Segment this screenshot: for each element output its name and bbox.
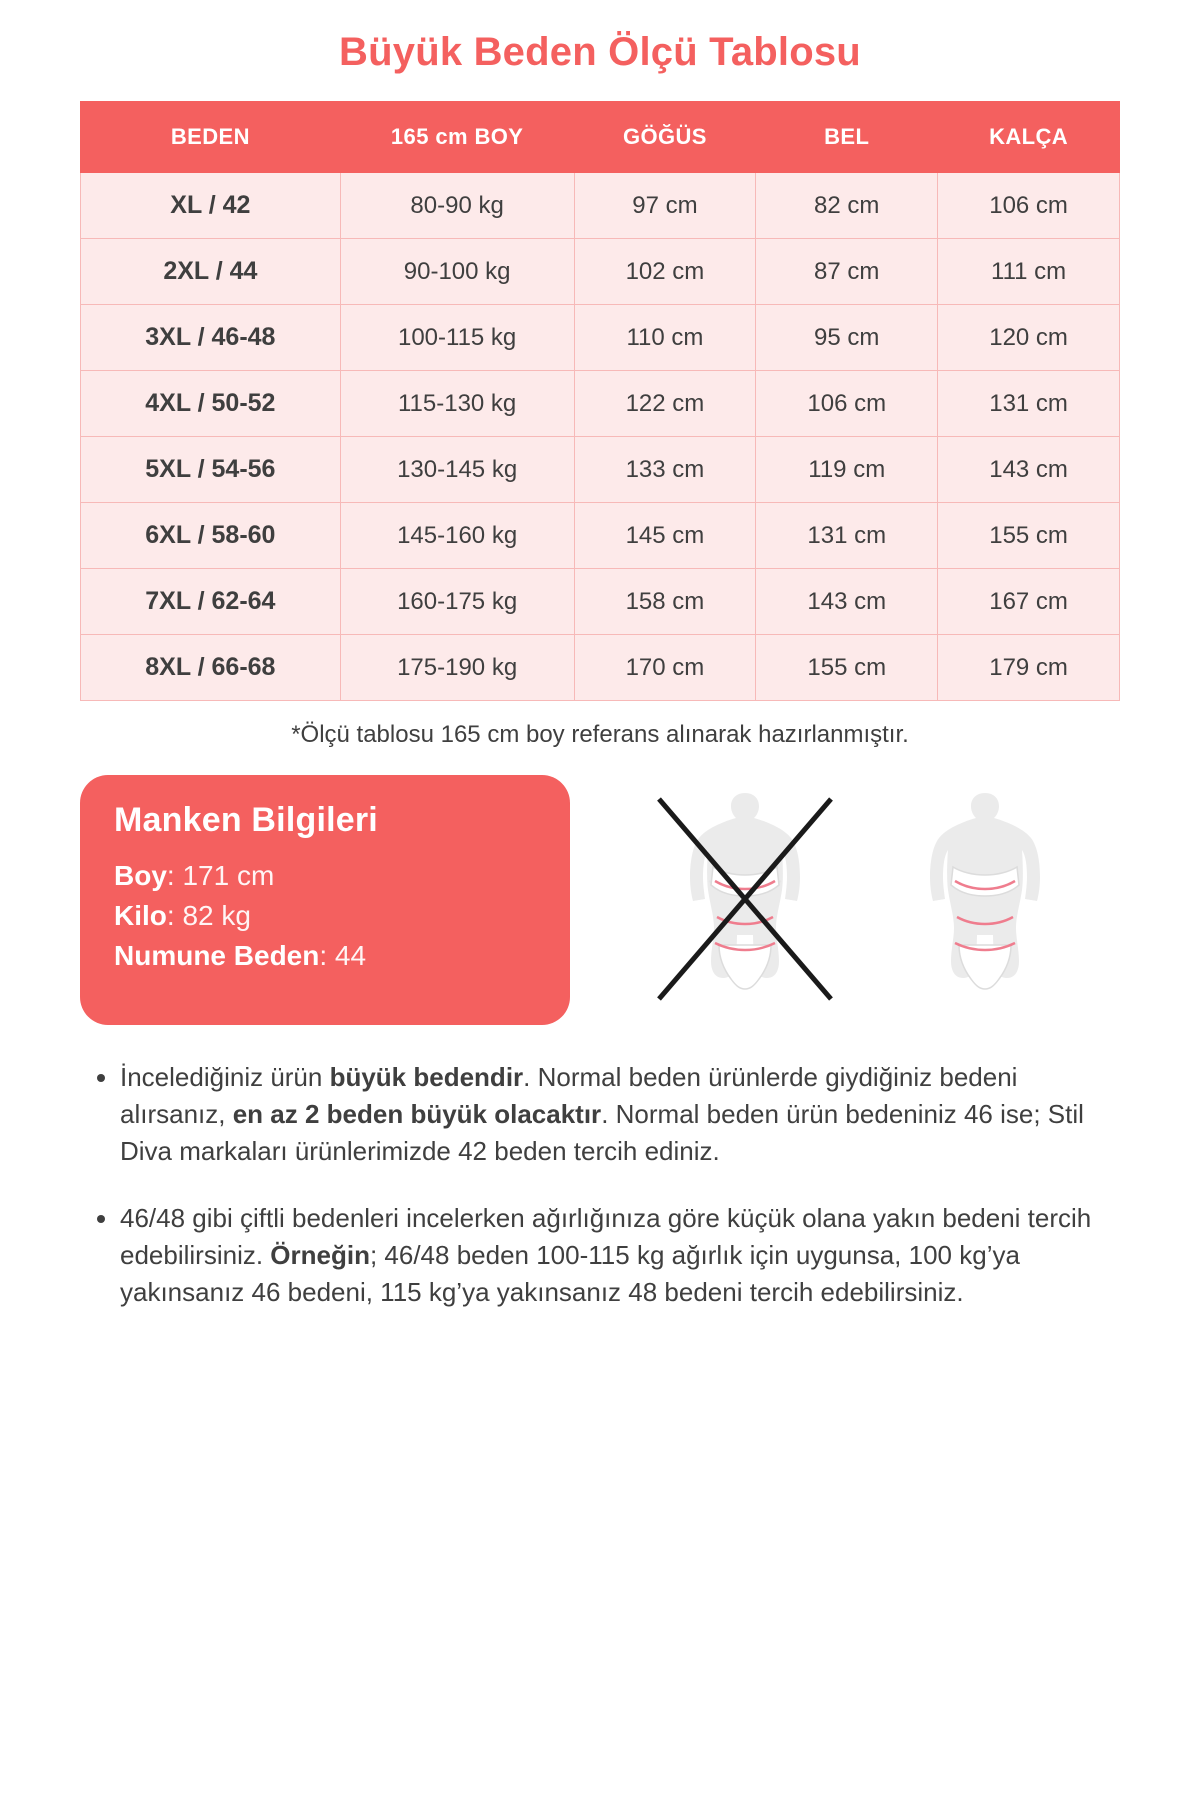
emphasis-text: büyük bedendir xyxy=(329,1062,524,1092)
model-info-value: 82 kg xyxy=(182,899,251,931)
table-cell-size: 2XL / 44 xyxy=(81,239,341,305)
table-cell: 143 cm xyxy=(756,569,938,635)
model-info-label: Numune Beden xyxy=(114,939,320,971)
model-info-label: Boy xyxy=(114,860,167,891)
body-text: . Normal beden ürünlerde giydiğiniz bedeni alırsanız, xyxy=(120,1062,1018,1129)
correct-body-figure xyxy=(885,785,1085,1015)
table-header-cell: BEL xyxy=(756,102,938,173)
table-cell: 106 cm xyxy=(756,371,938,437)
table-cell: 170 cm xyxy=(574,635,756,701)
table-cell: 145 cm xyxy=(574,503,756,569)
table-cell: 102 cm xyxy=(574,239,756,305)
table-cell: 120 cm xyxy=(938,305,1120,371)
table-note: *Ölçü tablosu 165 cm boy referans alınarak hazırlanmıştır. xyxy=(291,721,909,748)
table-cell-size: XL / 42 xyxy=(81,173,341,239)
emphasis-text: Örneğin xyxy=(270,1239,370,1270)
model-info-value: 171 cm xyxy=(182,860,275,891)
table-cell: 80-90 kg xyxy=(340,173,574,239)
model-info-card xyxy=(80,775,570,1025)
table-cell: 155 cm xyxy=(756,635,938,701)
model-info-row: Kilo: 82 kg xyxy=(114,899,251,931)
body-figure-icon xyxy=(885,785,1085,1015)
table-row xyxy=(81,305,1120,371)
table-cell: 87 cm xyxy=(756,239,938,305)
table-cell: 122 cm xyxy=(574,371,756,437)
size-table xyxy=(80,101,1120,701)
list-item xyxy=(120,1059,1120,1170)
size-table-head xyxy=(81,102,1120,173)
table-cell: 111 cm xyxy=(938,239,1120,305)
table-header-cell: 165 cm BOY xyxy=(340,102,574,173)
body-figures xyxy=(570,775,1120,1025)
table-cell: 82 cm xyxy=(756,173,938,239)
table-cell: 115-130 kg xyxy=(340,371,574,437)
table-cell: 131 cm xyxy=(938,371,1120,437)
table-row xyxy=(81,437,1120,503)
model-info-row: Boy: 171 cm xyxy=(114,860,275,891)
body-text: İncelediğiniz ürün xyxy=(120,1062,330,1092)
table-cell-size: 5XL / 54-56 xyxy=(81,437,341,503)
table-cell: 145-160 kg xyxy=(340,503,574,569)
table-cell: 175-190 kg xyxy=(340,635,574,701)
table-row xyxy=(81,173,1120,239)
sizing-notes-list xyxy=(80,1059,1120,1310)
model-info-rows xyxy=(114,856,536,975)
table-cell: 110 cm xyxy=(574,305,756,371)
body-text: . Normal beden ürün bedeniniz 46 ise; Stil Diva markaları ürünlerimizde 42 beden tercih ediniz. xyxy=(120,1098,1084,1166)
content-wrapper xyxy=(80,0,1120,1310)
table-header-cell: GÖĞÜS xyxy=(574,102,756,173)
model-info-section xyxy=(80,775,1120,1025)
table-cell: 160-175 kg xyxy=(340,569,574,635)
table-cell: 179 cm xyxy=(938,635,1120,701)
table-cell: 106 cm xyxy=(938,173,1120,239)
table-cell-size: 8XL / 66-68 xyxy=(81,635,341,701)
table-header-cell: BEDEN xyxy=(81,102,341,173)
model-info-value: 44 xyxy=(334,939,367,971)
body-figure-icon xyxy=(645,785,845,1015)
body-text: 46/48 gibi çiftli bedenleri incelerken ağırlığınıza göre küçük olana yakın bedeni tercih edebilirsiniz. xyxy=(120,1202,1092,1270)
emphasis-text: en az 2 beden büyük olacaktır xyxy=(232,1098,602,1129)
size-table-body xyxy=(81,173,1120,701)
table-header-row xyxy=(81,102,1120,173)
table-cell: 155 cm xyxy=(938,503,1120,569)
table-cell-size: 3XL / 46-48 xyxy=(81,305,341,371)
table-cell: 97 cm xyxy=(574,173,756,239)
table-row xyxy=(81,635,1120,701)
table-cell: 130-145 kg xyxy=(340,437,574,503)
table-cell: 167 cm xyxy=(938,569,1120,635)
table-cell-size: 7XL / 62-64 xyxy=(81,569,341,635)
table-row xyxy=(81,239,1120,305)
model-info-label: Kilo xyxy=(114,899,167,931)
page-title: Büyük Beden Ölçü Tablosu xyxy=(339,30,861,74)
table-cell: 133 cm xyxy=(574,437,756,503)
table-cell-size: 4XL / 50-52 xyxy=(81,371,341,437)
table-row xyxy=(81,503,1120,569)
table-row xyxy=(81,569,1120,635)
table-header-cell: KALÇA xyxy=(938,102,1120,173)
list-item xyxy=(120,1200,1120,1311)
table-cell: 119 cm xyxy=(756,437,938,503)
model-info-row: Numune Beden: 44 xyxy=(114,939,367,971)
table-cell: 95 cm xyxy=(756,305,938,371)
table-cell: 131 cm xyxy=(756,503,938,569)
table-cell: 158 cm xyxy=(574,569,756,635)
table-row xyxy=(81,371,1120,437)
table-cell: 90-100 kg xyxy=(340,239,574,305)
crossed-out-body-figure xyxy=(645,785,845,1015)
table-cell-size: 6XL / 58-60 xyxy=(81,503,341,569)
model-info-heading: Manken Bilgileri xyxy=(114,801,378,839)
table-cell: 100-115 kg xyxy=(340,305,574,371)
body-text: ; 46/48 beden 100-115 kg ağırlık için uygunsa, 100 kg’ya yakınsanız 46 bedeni, 115 kg’ya yakınsanız 48 bedeni tercih edebilirsiniz. xyxy=(120,1239,1020,1307)
table-cell: 143 cm xyxy=(938,437,1120,503)
